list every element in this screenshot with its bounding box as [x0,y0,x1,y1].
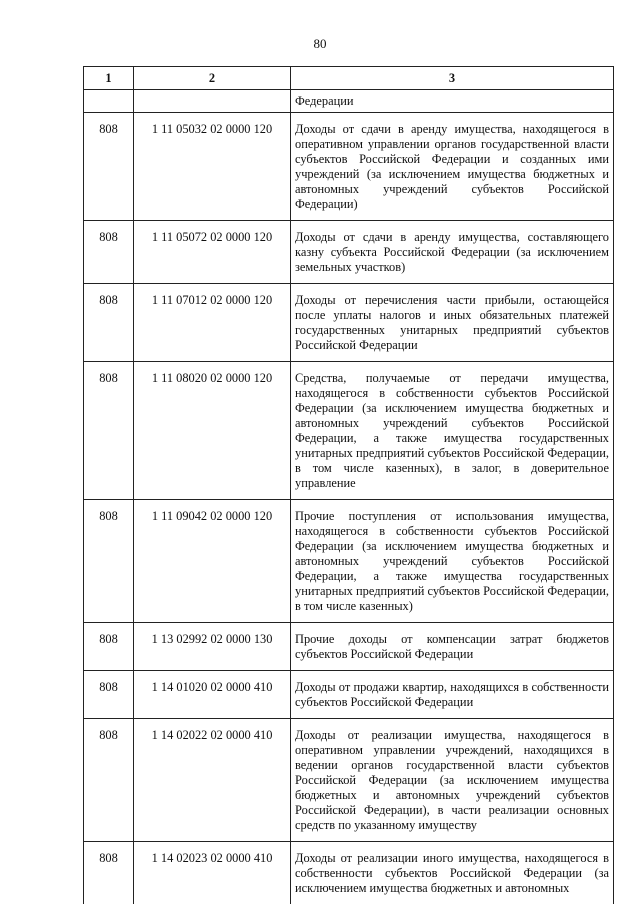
description-cell: Прочие доходы от компенсации затрат бюджетов субъектов Российской Федерации [291,623,614,671]
description-cell: Доходы от реализации иного имущества, находящегося в собственности субъектов Российской Федерации (за исключением имущества бюджетных и автономных [291,842,614,905]
admin-code-cell: 808 [84,671,134,719]
admin-code-cell: 808 [84,221,134,284]
admin-code-cell [84,90,134,113]
revenue-code-cell: 1 11 08020 02 0000 120 [134,362,291,500]
column-header: 2 [134,67,291,90]
description-cell: Доходы от продажи квартир, находящихся в собственности субъектов Российской Федерации [291,671,614,719]
description-cell: Доходы от сдачи в аренду имущества, составляющего казну субъекта Российской Федерации (за исключением земельных участков) [291,221,614,284]
column-header: 3 [291,67,614,90]
admin-code-cell: 808 [84,284,134,362]
revenue-code-cell [134,90,291,113]
admin-code-cell: 808 [84,623,134,671]
table-row [84,623,614,671]
revenue-code-cell: 1 11 05072 02 0000 120 [134,221,291,284]
table-header-row [84,67,614,90]
revenue-code-cell: 1 14 02023 02 0000 410 [134,842,291,905]
table-row [84,842,614,905]
revenue-code-cell: 1 11 09042 02 0000 120 [134,500,291,623]
admin-code-cell: 808 [84,113,134,221]
revenue-codes-table [83,66,614,904]
table-row [84,362,614,500]
revenue-code-cell: 1 13 02992 02 0000 130 [134,623,291,671]
description-cell: Доходы от перечисления части прибыли, остающейся после уплаты налогов и иных обязательных платежей государственных унитарных предприятий субъектов Российской Федерации [291,284,614,362]
table-row [84,113,614,221]
page-number: 80 [313,36,327,51]
table-row [84,284,614,362]
table-row [84,500,614,623]
revenue-code-cell: 1 11 07012 02 0000 120 [134,284,291,362]
admin-code-cell: 808 [84,719,134,842]
description-cell: Прочие поступления от использования имущества, находящегося в собственности субъектов Российской Федерации (за исключением имущества бюджетных и автономных учреждений субъектов Российской Федерации, а также имущества государственных унитарных предприятий субъектов Российской Федерации, в том числе казенных) [291,500,614,623]
admin-code-cell: 808 [84,500,134,623]
table-row [84,719,614,842]
description-cell: Средства, получаемые от передачи имущества, находящегося в собственности субъектов Российской Федерации (за исключением имущества бюджетных и автономных учреждений субъектов Российской Федерации, а также имущества государственных унитарных предприятий субъектов Российской Федерации, в том числе казенных), в залог, в доверительное управление [291,362,614,500]
description-cell: Доходы от реализации имущества, находящегося в оперативном управлении учреждений, находящихся в ведении органов государственной власти субъектов Российской Федерации (за исключением имущества бюджетных и автономных учреждений субъектов Российской Федерации), в части реализации основных средств по указанному имуществу [291,719,614,842]
table-row [84,221,614,284]
admin-code-cell: 808 [84,842,134,905]
revenue-code-cell: 1 14 02022 02 0000 410 [134,719,291,842]
admin-code-cell: 808 [84,362,134,500]
table-row [84,671,614,719]
description-cell: Федерации [291,90,614,113]
description-cell: Доходы от сдачи в аренду имущества, находящегося в оперативном управлении органов государственной власти субъектов Российской Федерации и созданных ими учреждений (за исключением имущества бюджетных и автономных учреждений субъектов Российской Федерации) [291,113,614,221]
revenue-code-cell: 1 14 01020 02 0000 410 [134,671,291,719]
table-row [84,90,614,113]
column-header: 1 [84,67,134,90]
revenue-code-cell: 1 11 05032 02 0000 120 [134,113,291,221]
